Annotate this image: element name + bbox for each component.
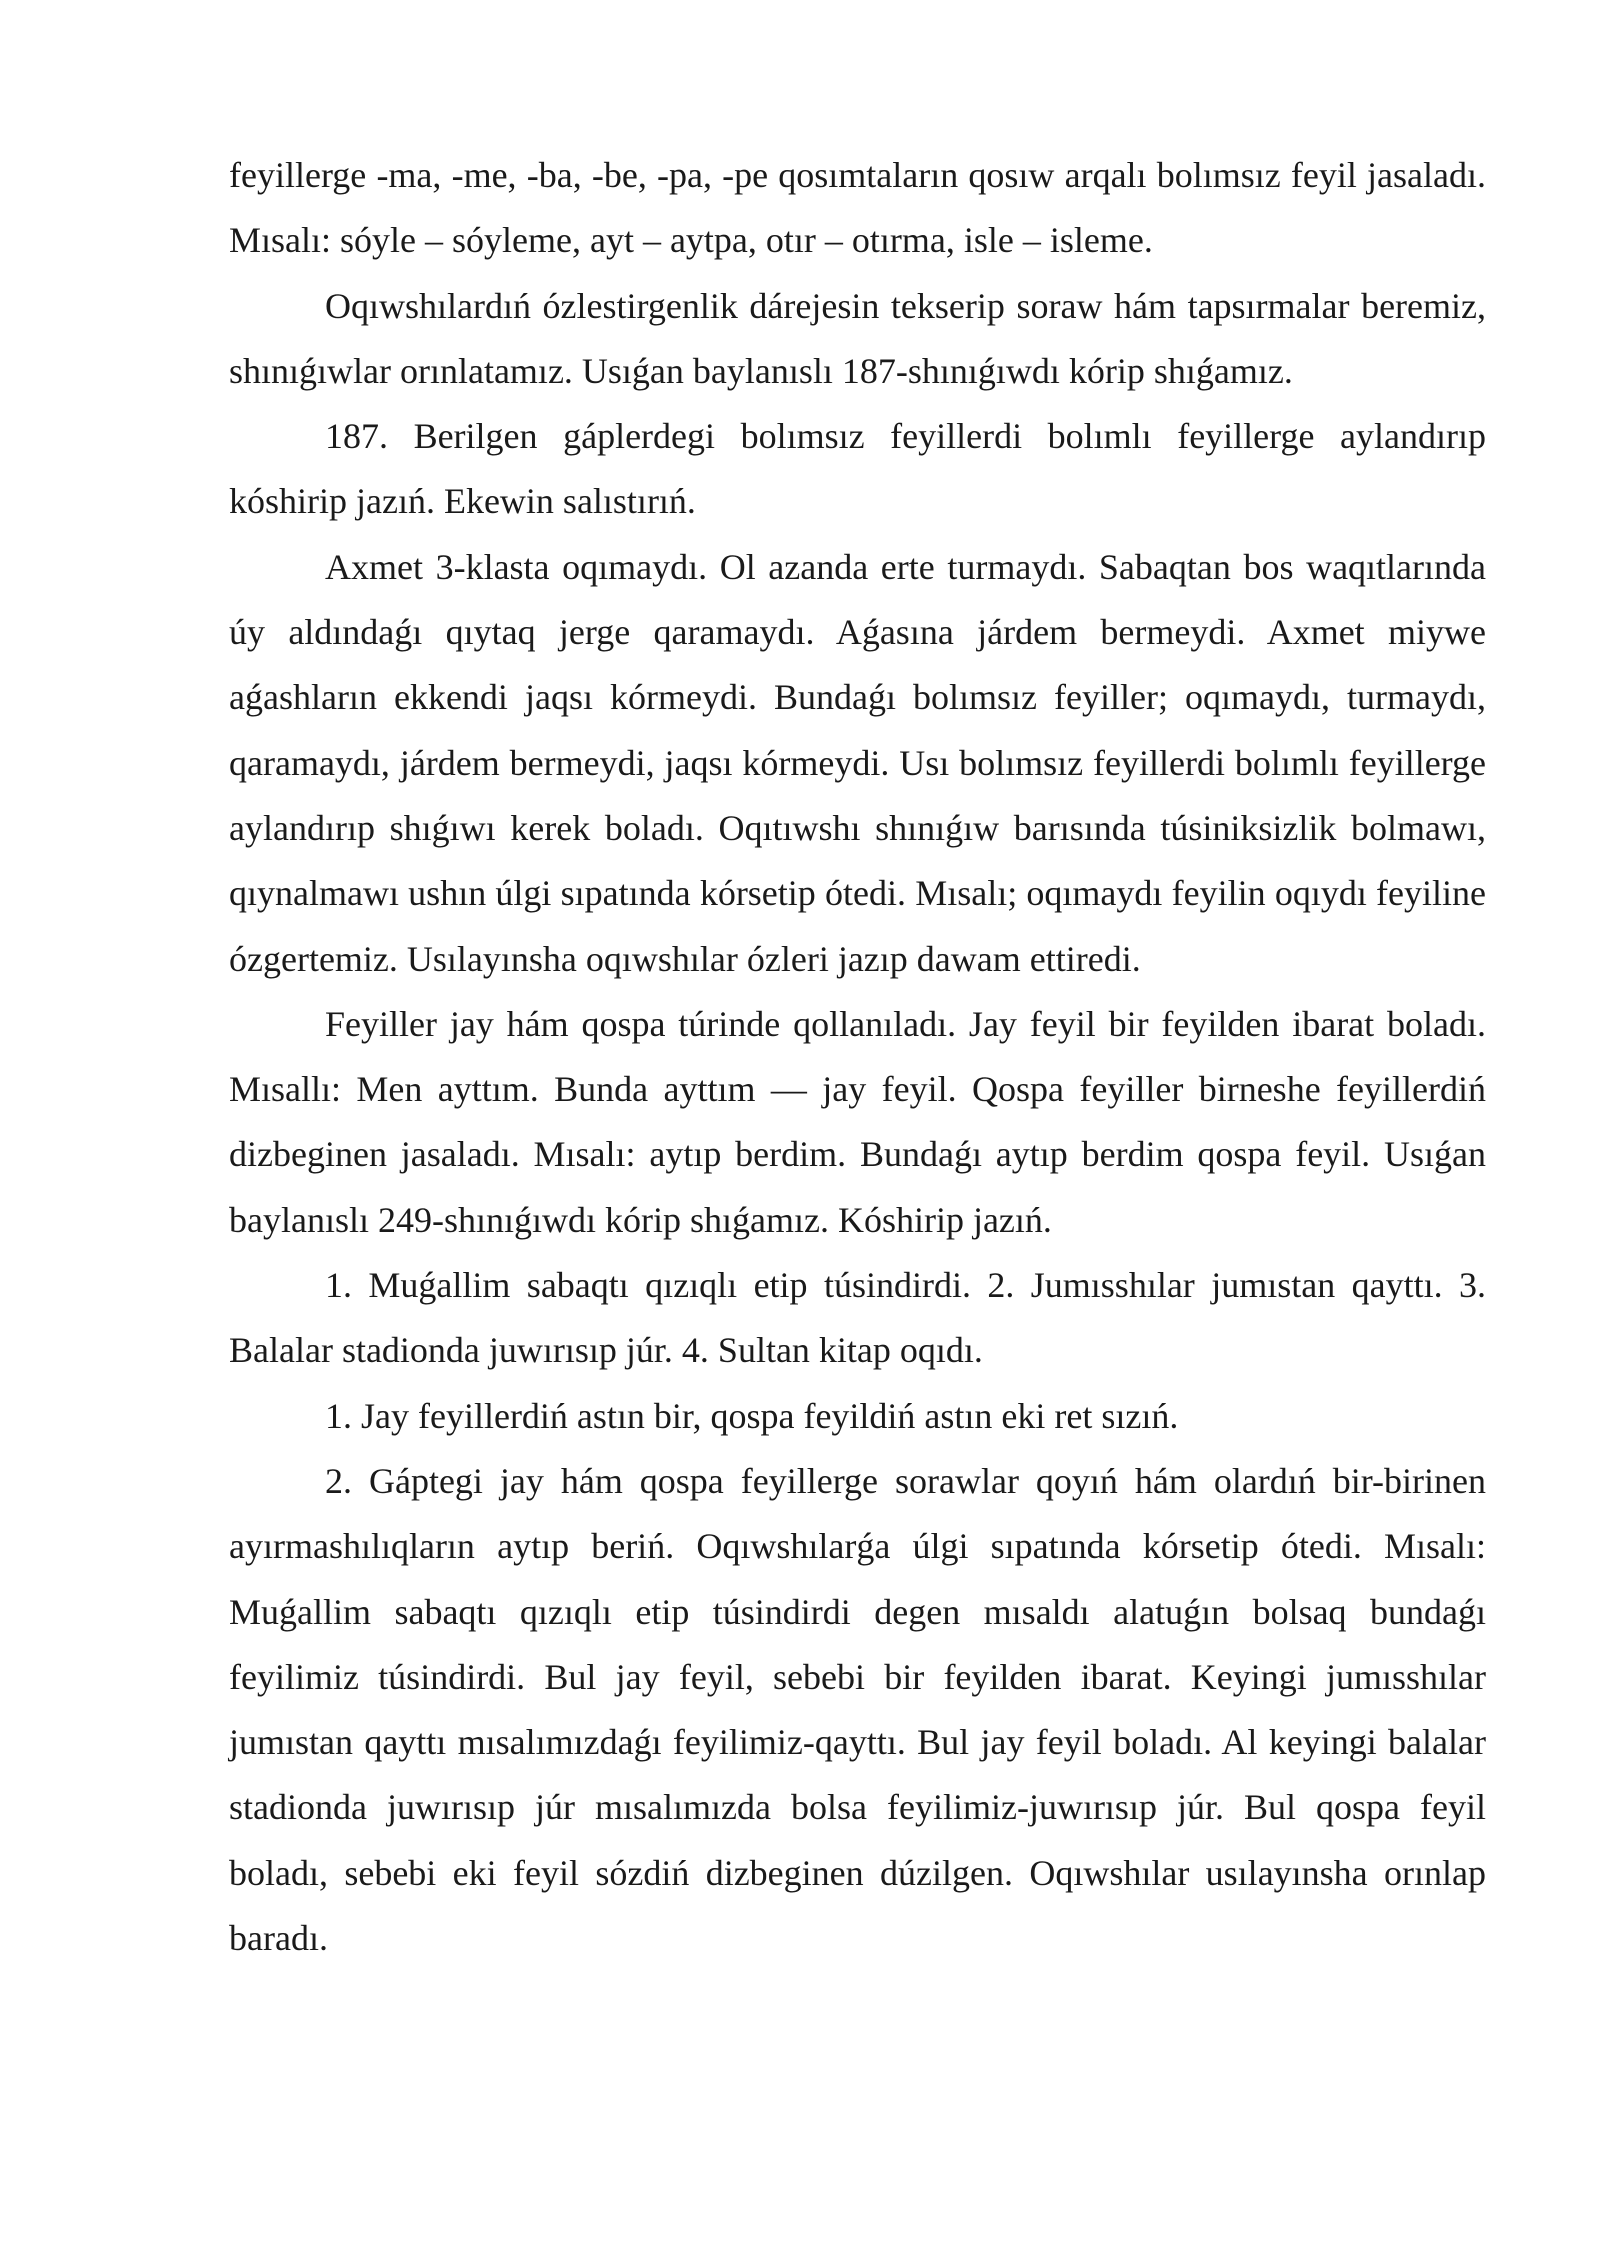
paragraph-exercise-187-task: 187. Berilgen gáplerdegi bolımsız feyillerdi bolımlı feyillerge aylandırıp kóshirip jazıń. Ekewin salıstırıń.	[229, 416, 1486, 522]
paragraph-simple-compound-verbs: Feyiller jay hám qospa túrinde qollanıladı. Jay feyil bir feyilden ibarat boladı. Mısallı: Men ayttım. Bunda ayttım — jay feyil. Qospa feyiller birneshe feyillerdiń dizbeginen jasaladı. Mısalı: aytıp berdim. Bundaǵı aytıp berdim qospa feyil. Usıǵan baylanıslı 249-shınıǵıwdı kórip shıǵamız. Kóshirip jazıń.	[229, 1003, 1486, 1240]
paragraph-negative-suffixes: feyillerge -ma, -me, -ba, -be, -pa, -pe qosımtaların qosıw arqalı bolımsız feyil jasaladı. Mısalı: sóyle – sóyleme, ayt – aytpa, otır – otırma, isle – isleme.	[229, 155, 1486, 261]
paragraph-task-1: 1. Jay feyillerdiń astın bir, qospa feyildiń astın eki ret sızıń.	[325, 1395, 1179, 1436]
body-text	[229, 143, 1486, 1971]
paragraph-task-2: 2. Gáptegi jay hám qospa feyillerge sorawlar qoyıń hám olardıń bir-birinen ayırmashılıqların aytıp beriń. Oqıwshılarǵa úlgi sıpatında kórsetip ótedi. Mısalı: Muǵallim sabaqtı qızıqlı etip túsindirdi degen mısaldı alatuǵın bolsaq bundaǵı feyilimiz túsindirdi. Bul jay feyil, sebebi bir feyilden ibarat. Keyingi jumısshılar jumıstan qayttı mısalımızdaǵı feyilimiz-qayttı. Bul jay feyil boladı. Al keyingi balalar stadionda juwırısıp júr mısalımızda bolsa feyilimiz-juwırısıp júr. Bul qospa feyil boladı, sebebi eki feyil sózdiń dizbeginen dúzilgen. Oqıwshılar usılayınsha orınlap baradı.	[229, 1460, 1486, 1959]
paragraph-exercise-249-sentences: 1. Muǵallim sabaqtı qızıqlı etip túsindirdi. 2. Jumısshılar jumıstan qayttı. 3. Balalar stadionda juwırısıp júr. 4. Sultan kitap oqıdı.	[229, 1265, 1486, 1371]
paragraph-exercise-187-text: Axmet 3-klasta oqımaydı. Ol azanda erte turmaydı. Sabaqtan bos waqıtlarında úy aldındaǵı qıytaq jerge qaramaydı. Aǵasına járdem bermeydi. Axmet miywe aǵashların ekkendi jaqsı kórmeydi. Bundaǵı bolımsız feyiller; oqımaydı, turmaydı, qaramaydı, járdem bermeydi, jaqsı kórmeydi. Usı bolımsız feyillerdi bolımlı feyillerge aylandırıp shıǵıwı kerek boladı. Oqıtıwshı shınıǵıw barısında túsiniksizlik bolmawı, qıynalmawı ushın úlgi sıpatında kórsetip ótedi. Mısalı; oqımaydı feyilin oqıydı feyiline ózgertemiz. Usılayınsha oqıwshılar ózleri jazıp dawam ettiredi.	[229, 546, 1486, 979]
paragraph-exercise-intro: Oqıwshılardıń ózlestirgenlik dárejesin tekserip soraw hám tapsırmalar beremiz, shınıǵıwlar orınlatamız. Usıǵan baylanıslı 187-shınıǵıwdı kórip shıǵamız.	[229, 285, 1486, 391]
